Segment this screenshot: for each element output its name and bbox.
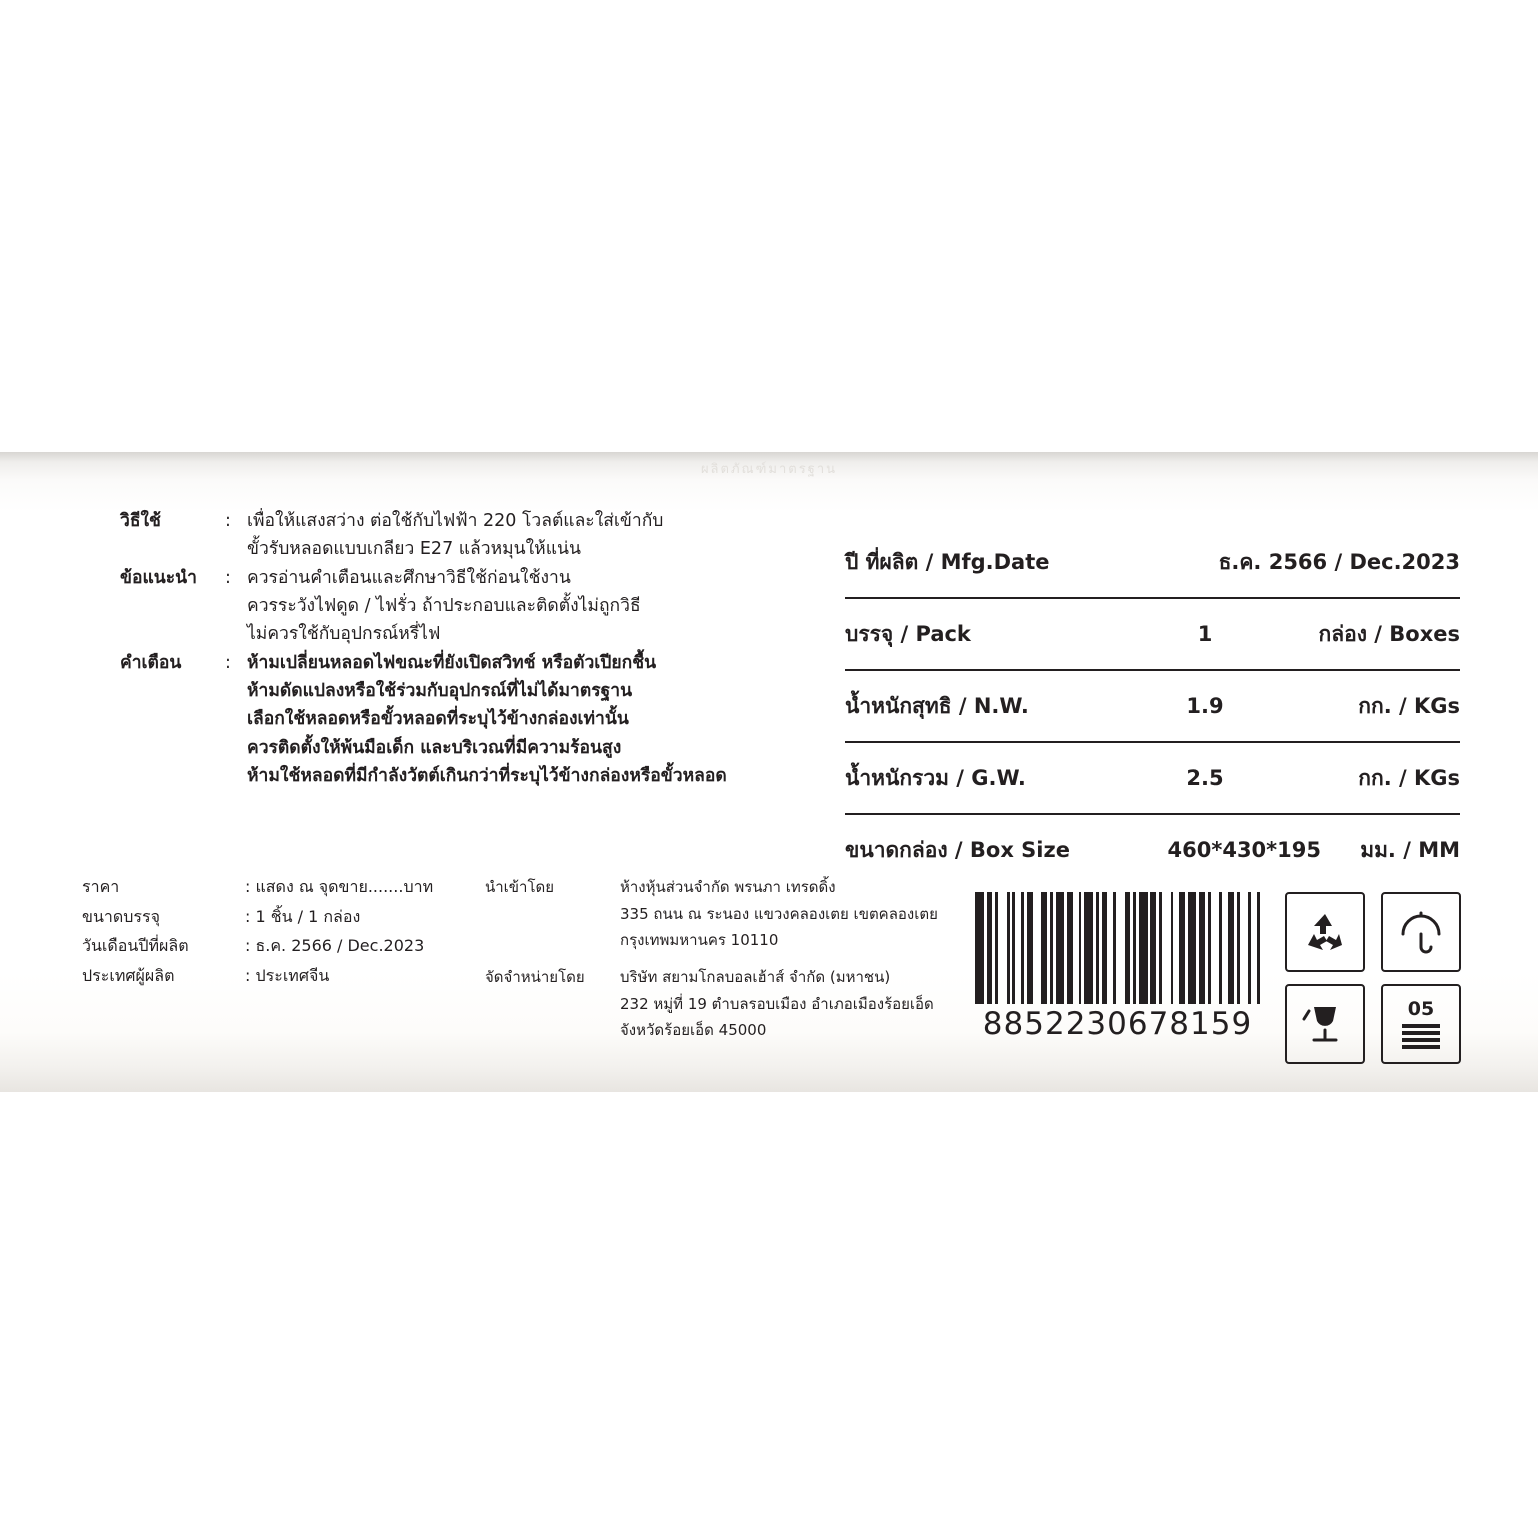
spec-row-mfg-date bbox=[845, 527, 1460, 599]
detail-value: : แสดง ณ จุดขาย.......บาท bbox=[245, 877, 434, 896]
spec-row-box-size bbox=[845, 815, 1460, 885]
spec-name: บรรจุ / Pack bbox=[845, 621, 971, 646]
address-line: ห้างหุ้นส่วนจำกัด พรนภา เทรดดิ้ง bbox=[620, 878, 836, 896]
stacking-limit-value: 05 bbox=[1407, 997, 1435, 1020]
instruction-line: ขั้วรับหลอดแบบเกลียว E27 แล้วหมุนให้แน่น bbox=[247, 539, 581, 560]
instructions-block bbox=[120, 507, 830, 790]
spec-value: 2.5 bbox=[1186, 766, 1224, 790]
spec-row-gross-weight bbox=[845, 743, 1460, 815]
detail-row-price bbox=[82, 872, 433, 902]
instruction-line: ควรติดตั้งให้พ้นมือเด็ก และบริเวณที่มีความร้อนสูง bbox=[247, 737, 622, 758]
distributor-address bbox=[620, 964, 934, 1044]
instruction-line: ห้ามเปลี่ยนหลอดไฟขณะที่ยังเปิดสวิทช์ หรือตัวเปียกชื้น bbox=[247, 652, 657, 673]
spec-name: น้ำหนักสุทธิ / N.W. bbox=[845, 693, 1029, 718]
instruction-line: ควรอ่านคำเตือนและศึกษาวิธีใช้ก่อนใช้งาน bbox=[247, 567, 571, 588]
importer-label: นำเข้าโดย bbox=[485, 878, 555, 896]
fragile-glass-icon bbox=[1285, 984, 1365, 1064]
detail-row-mfg-date bbox=[82, 931, 433, 961]
instruction-row-usage bbox=[120, 507, 830, 564]
spec-value: 460*430*195 bbox=[1167, 838, 1321, 862]
spec-name: ขนาดกล่อง / Box Size bbox=[845, 837, 1070, 862]
spec-value: 1 bbox=[1197, 622, 1213, 646]
distributor-label: จัดจำหน่ายโดย bbox=[485, 968, 585, 987]
stack-lines bbox=[1402, 1024, 1440, 1049]
instruction-line: ห้ามดัดแปลงหรือใช้ร่วมกับอุปกรณ์ที่ไม่ได้มาตรฐาน bbox=[247, 681, 633, 702]
instruction-body bbox=[247, 649, 830, 791]
instruction-row-advice bbox=[120, 564, 830, 649]
recycle-icon bbox=[1285, 892, 1365, 972]
instruction-label: คำเตือน bbox=[120, 652, 182, 673]
instruction-label: วิธีใช้ bbox=[120, 511, 161, 531]
address-line: 232 หมู่ที่ 19 ตำบลรอบเมือง อำเภอเมืองร้อยเอ็ด bbox=[620, 994, 934, 1013]
barcode bbox=[975, 892, 1260, 1042]
instruction-line: ห้ามใช้หลอดที่มีกำลังวัตต์เกินกว่าที่ระบุไว้ข้างกล่องหรือขั้วหลอด bbox=[247, 766, 727, 787]
spec-unit: กก. / KGs bbox=[1358, 693, 1460, 718]
address-line: กรุงเทพมหานคร 10110 bbox=[620, 931, 779, 950]
address-line: 335 ถนน ณ ระนอง แขวงคลองเตย เขตคลองเตย bbox=[620, 904, 938, 923]
spec-row-net-weight bbox=[845, 671, 1460, 743]
spec-name: ปี ที่ผลิต / Mfg.Date bbox=[845, 549, 1050, 574]
detail-row-country bbox=[82, 961, 433, 991]
instruction-body bbox=[247, 564, 830, 649]
instruction-line: เลือกใช้หลอดหรือขั้วหลอดที่ระบุไว้ข้างกล่องเท่านั้น bbox=[247, 709, 629, 730]
address-line: จังหวัดร้อยเอ็ด 45000 bbox=[620, 1021, 767, 1040]
detail-key: ประเทศผู้ผลิต bbox=[82, 965, 175, 985]
instruction-label: ข้อแนะนำ bbox=[120, 567, 197, 588]
spec-unit: กล่อง / Boxes bbox=[1318, 621, 1460, 646]
watermark-text: ผลิตภัณฑ์มาตรฐาน bbox=[700, 462, 838, 477]
detail-value: : ธ.ค. 2566 / Dec.2023 bbox=[245, 936, 425, 956]
product-details-list bbox=[82, 872, 433, 990]
spec-unit: มม. / MM bbox=[1360, 837, 1460, 862]
stacking-limit-icon bbox=[1381, 984, 1461, 1064]
detail-key: ราคา bbox=[82, 877, 120, 896]
barcode-bars bbox=[975, 892, 1260, 1004]
instruction-line: ควรระวังไฟดูด / ไฟรั่ว ถ้าประกอบและติดตั้งไม่ถูกวิธี bbox=[247, 596, 641, 617]
detail-value: : 1 ชิ้น / 1 กล่อง bbox=[245, 906, 361, 926]
spec-value: ธ.ค. 2566 / Dec.2023 bbox=[1218, 549, 1460, 574]
instruction-line: เพื่อให้แสงสว่าง ต่อใช้กับไฟฟ้า 220 โวลต์และใส่เข้ากับ bbox=[247, 511, 664, 531]
instruction-body bbox=[247, 507, 830, 564]
product-label-panel bbox=[0, 452, 1538, 1092]
detail-key: ขนาดบรรจุ bbox=[82, 906, 160, 926]
address-line: บริษัท สยามโกลบอลเฮ้าส์ จำกัด (มหาชน) bbox=[620, 968, 891, 987]
spec-unit: กก. / KGs bbox=[1358, 765, 1460, 790]
keep-dry-umbrella-icon bbox=[1381, 892, 1461, 972]
company-info-block bbox=[485, 874, 938, 1054]
detail-key: วันเดือนปีที่ผลิต bbox=[82, 936, 189, 956]
barcode-number: 8852230678159 bbox=[982, 1006, 1253, 1042]
importer-address bbox=[620, 874, 938, 954]
importer-block bbox=[485, 874, 938, 954]
spec-row-pack bbox=[845, 599, 1460, 671]
instruction-line: ไม่ควรใช้กับอุปกรณ์หรี่ไฟ bbox=[247, 624, 441, 645]
spec-value: 1.9 bbox=[1186, 694, 1224, 718]
spec-name: น้ำหนักรวม / G.W. bbox=[845, 765, 1026, 790]
detail-row-pack-size bbox=[82, 902, 433, 932]
specification-table bbox=[845, 527, 1460, 885]
detail-value: : ประเทศจีน bbox=[245, 965, 330, 985]
instruction-colon: : bbox=[225, 511, 231, 531]
distributor-block bbox=[485, 964, 938, 1044]
instruction-colon: : bbox=[225, 652, 231, 673]
handling-symbols bbox=[1285, 892, 1465, 1064]
instruction-colon: : bbox=[225, 567, 231, 588]
instruction-row-warning bbox=[120, 649, 830, 791]
